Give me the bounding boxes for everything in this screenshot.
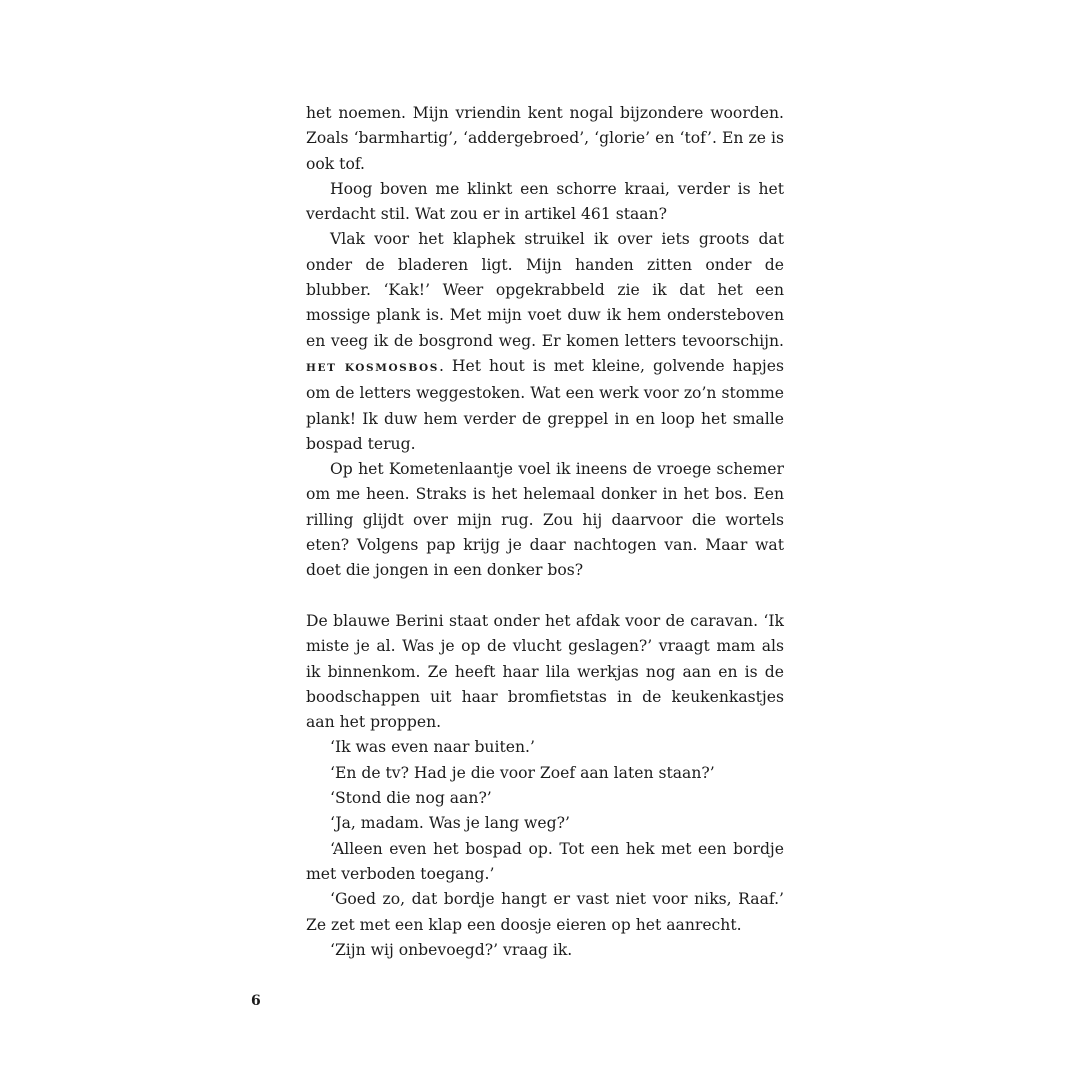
dialogue-line-3: ‘Stond die nog aan?’ [330,789,492,808]
dialogue-line-4: ‘Ja, madam. Was je lang weg?’ [330,814,570,833]
paragraph-5: De blauwe Berini staat onder het afdak voor de caravan. ‘Ik miste je al. Was je op de vlucht geslagen?’ vraagt mam als ik binnenkom. Ze heeft haar lila werkjas nog aan en is de boodschappen uit haar bromfietstas in de keukenkastjes aan het proppen. [306,611,784,732]
paragraph-4: Op het Kometenlaantje voel ik ineens de vroege schemer om me heen. Straks is het helemaal donker in het bos. Een rilling glijdt over mijn rug. Zou hij daarvoor die wortels eten? Volgens pap krijg je daar nachtogen van. Maar wat doet die jongen in een donker bos? [306,460,784,580]
paragraph-3-start: Vlak voor het klaphek struikel ik over iets groots dat onder de bladeren ligt. Mijn handen zitten onder de blubber. ‘Kak!’ Weer opgekrabbeld zie ik dat het een mossige plank is. Met mijn voet duw ik hem ondersteboven en veeg ik de bosgrond weg. Er komen letters tevoorschijn. [306,230,784,350]
dialogue-line-7: ‘Zijn wij onbevoegd?’ vraag ik. [330,940,573,959]
dialogue-line-6: ‘Goed zo, dat bordje hangt er vast niet voor niks, Raaf.’ Ze zet met een klap een doosje eieren op het aanrecht. [306,890,784,934]
dialogue-line-1: ‘Ik was even naar buiten.’ [330,738,535,757]
paragraph-1: het noemen. Mijn vriendin kent nogal bijzondere woorden. Zoals ‘barmhartig’, ‘addergebroed’, ‘glorie’ en ‘tof’. En ze is ook tof. [306,104,784,173]
dialogue-line-5: ‘Alleen even het bospad op. Tot een hek met een bordje met verboden toegang.’ [306,839,784,883]
paragraph-2: Hoog boven me klinkt een schorre kraai, verder is het verdacht stil. Wat zou er in artikel 461 staan? [306,179,784,224]
paragraph-3-end: . Het hout is met kleine, golvende hapjes om de letters weggestoken. Wat een werk voor zo’n stomme plank! Ik duw hem verder de greppel in en loop het smalle bospad terug. [306,356,784,453]
page-number: 6 [251,993,261,1009]
paragraph-3 [306,227,784,457]
dialogue-line-2: ‘En de tv? Had je die voor Zoef aan laten staan?’ [330,763,715,782]
sign-text-kosmosbos: HET KOSMOSBOS [306,361,439,374]
page-text [306,101,784,963]
